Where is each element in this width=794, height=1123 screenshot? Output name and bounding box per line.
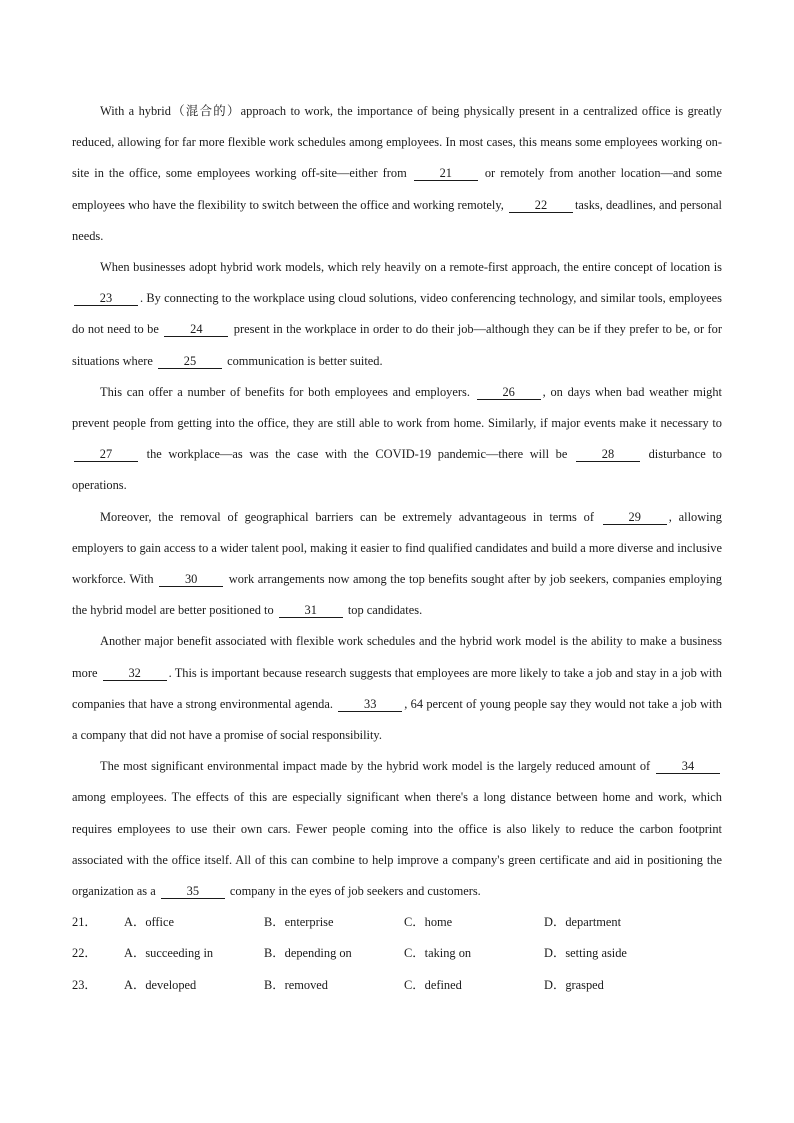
answer-options — [72, 907, 722, 1001]
paragraph-text: , on days when bad weather might prevent people from getting into the office, they are still able to work from home. Similarly, if major events make it necessary to — [72, 384, 722, 431]
blank-23[interactable]: 23 — [74, 291, 138, 306]
option-c[interactable]: C．taking on — [404, 946, 472, 961]
paragraph-text: , 64 percent of young people say they would not take a job with a company that did not have a promise of social responsibility. — [72, 696, 722, 743]
paragraph-text: or remotely from another location—and some employees who have the flexibility to switch between the office and working remotely, — [72, 166, 722, 212]
passage-paragraph — [72, 377, 722, 502]
paragraph-text: , allowing employers to gain access to a wider talent pool, making it easier to find qualified candidates and build a more diverse and inclusive workforce. With — [72, 509, 722, 587]
paragraph-text: . By connecting to the workplace using cloud solutions, video conferencing technology, and similar tools, employees do not need to be — [72, 291, 722, 337]
blank-33[interactable]: 33 — [338, 697, 402, 712]
blank-29[interactable]: 29 — [603, 510, 667, 525]
blank-30[interactable]: 30 — [159, 572, 223, 587]
option-d[interactable]: D．department — [544, 915, 622, 930]
paragraph-text: Another major benefit associated with flexible work schedules and the hybrid work model is the ability to make a business more — [72, 634, 722, 680]
paragraph-text: . This is important because research suggests that employees are more likely to take a job and stay in a job with companies that have a strong environmental agenda. — [72, 665, 722, 711]
blank-28[interactable]: 28 — [576, 447, 640, 462]
paragraph-text: This can offer a number of benefits for both employees and employers. — [100, 384, 475, 399]
option-c[interactable]: C．home — [404, 915, 453, 930]
option-b[interactable]: B．removed — [264, 977, 329, 992]
option-d[interactable]: D．grasped — [544, 977, 604, 992]
paragraph-text: the workplace—as was the case with the COVID-19 pandemic—there will be — [140, 447, 574, 462]
cloze-passage — [72, 96, 722, 907]
paragraph-text: top candidates. — [344, 603, 423, 618]
blank-31[interactable]: 31 — [279, 603, 343, 618]
paragraph-text: work arrangements now among the top benefits sought after by job seekers, companies employing the hybrid model are better positioned to — [72, 572, 722, 618]
option-b[interactable]: B．depending on — [264, 946, 352, 961]
question-row — [72, 907, 722, 938]
blank-21[interactable]: 21 — [414, 166, 478, 181]
blank-24[interactable]: 24 — [164, 322, 228, 337]
blank-25[interactable]: 25 — [158, 354, 222, 369]
paragraph-text: present in the workplace in order to do their job—although they can be if they prefer to be, or for situations where — [72, 322, 722, 368]
passage-paragraph — [72, 96, 722, 252]
question-row — [72, 970, 722, 1001]
option-d[interactable]: D．setting aside — [544, 946, 627, 961]
blank-26[interactable]: 26 — [477, 385, 541, 400]
option-a[interactable]: A．office — [124, 915, 175, 930]
option-a[interactable]: A．developed — [124, 977, 197, 992]
paragraph-text: disturbance to operations. — [72, 447, 722, 493]
paragraph-text: company in the eyes of job seekers and customers. — [226, 884, 481, 899]
passage-paragraph — [72, 502, 722, 627]
paragraph-text: The most significant environmental impact made by the hybrid work model is the largely reduced amount of — [100, 759, 654, 774]
passage-paragraph — [72, 751, 722, 907]
document-page — [72, 96, 722, 1001]
option-c[interactable]: C．defined — [404, 977, 462, 992]
option-b[interactable]: B．enterprise — [264, 915, 334, 930]
blank-34[interactable]: 34 — [656, 759, 720, 774]
question-row — [72, 938, 722, 969]
blank-35[interactable]: 35 — [161, 884, 225, 899]
blank-27[interactable]: 27 — [74, 447, 138, 462]
paragraph-text: With a hybrid（混合的）approach to work, the importance of being physically present in a centralized office is greatly reduced, allowing for far more flexible work schedules among employees. In most cases, this means some employees working on-site in the office, some employees working off-site—either from — [72, 104, 722, 181]
passage-paragraph — [72, 252, 722, 377]
blank-22[interactable]: 22 — [509, 198, 573, 213]
question-number: 23． — [72, 977, 97, 992]
option-a[interactable]: A．succeeding in — [124, 946, 214, 961]
paragraph-text: tasks, deadlines, and personal needs. — [72, 197, 722, 243]
paragraph-text: Moreover, the removal of geographical barriers can be extremely advantageous in terms of — [100, 509, 601, 524]
blank-32[interactable]: 32 — [103, 666, 167, 681]
passage-paragraph — [72, 626, 722, 751]
question-number: 22． — [72, 946, 97, 961]
paragraph-text: When businesses adopt hybrid work models, which rely heavily on a remote-first approach, the entire concept of location is — [100, 260, 722, 275]
question-number: 21． — [72, 915, 97, 930]
paragraph-text: among employees. The effects of this are especially significant when there's a long distance between home and work, which requires employees to use their own cars. Fewer people coming into the office is also likely to reduce the carbon footprint associated with the office itself. All of this can combine to help improve a company's green certificate and aid in positioning the organization as a — [72, 790, 722, 899]
paragraph-text: communication is better suited. — [223, 353, 383, 368]
